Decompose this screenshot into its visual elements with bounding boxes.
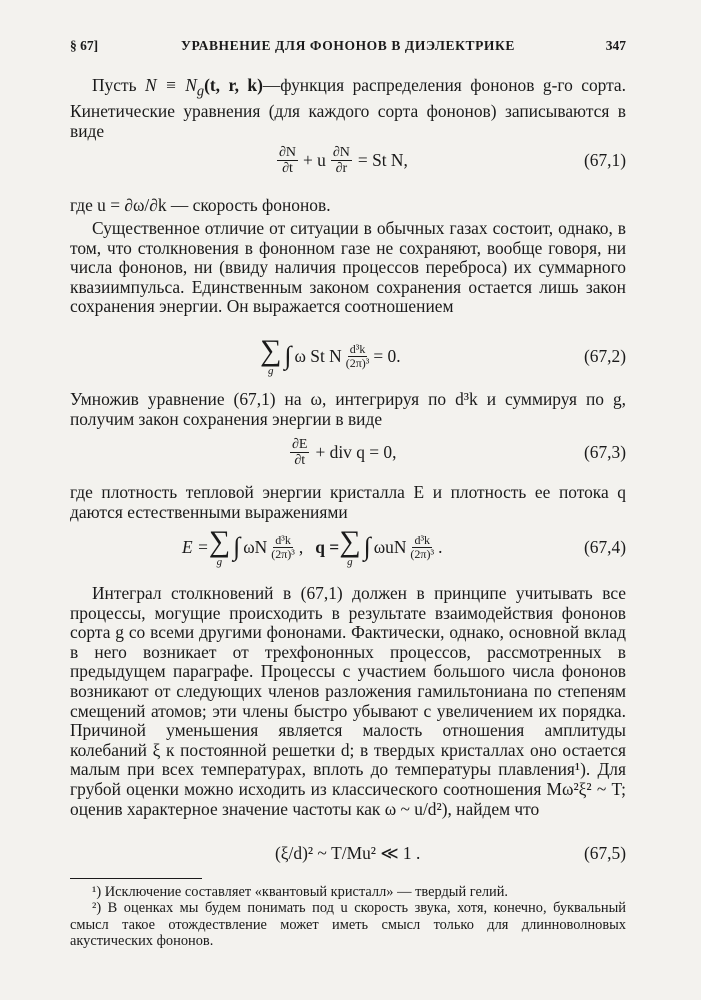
paragraph-2: где u = ∂ω/∂k — скорость фононов. <box>70 195 331 215</box>
eq1-frac-1: $\frac{\partial N}{\partial t}$ <box>279 144 297 176</box>
eq4-sum-1: ∑ g <box>208 524 231 568</box>
equation-number-67-2: (67,2) <box>583 346 626 366</box>
eq4-sum-2: ∑ g <box>339 524 361 568</box>
eq4-lhs-1: E = <box>182 536 209 557</box>
eq4-integral-2: ∫ <box>363 532 371 561</box>
p1-lead: Пусть <box>92 75 145 95</box>
section-number: § 67] <box>70 38 99 53</box>
p1-expr-sub: g <box>196 83 205 100</box>
p1-expr: N ≡ N <box>144 75 197 95</box>
eq4-integrand-2: ωuN <box>373 536 407 557</box>
eq5-body: (ξ/d)² ~ T/Mu² ≪ 1 . <box>275 842 421 863</box>
equation-67-5 <box>70 840 626 866</box>
footnotes <box>70 884 626 950</box>
eq1-plus-u: + u <box>303 149 326 170</box>
eq4-lhs-2: q = <box>315 536 340 557</box>
eq4-end: . <box>438 536 443 557</box>
eq3-rhs: + div q = 0, <box>315 441 397 462</box>
running-title: УРАВНЕНИЕ ДЛЯ ФОНОНОВ В ДИЭЛЕКТРИКЕ <box>180 38 516 53</box>
p1-expr-args: (t, r, k) <box>204 75 263 95</box>
equation-number-67-5: (67,5) <box>583 843 626 863</box>
eq4-integrand-1: ωN <box>243 536 268 557</box>
eq4-frac-2: $\frac{\text{d³k}}{\text{(2π)³}}$ <box>410 532 435 561</box>
equation-67-3 <box>70 432 626 472</box>
eq1-rhs: = St N, <box>357 149 408 170</box>
equation-number-67-1: (67,1) <box>583 150 626 170</box>
eq2-integral: ∫ <box>284 341 292 370</box>
paragraph-4: Умножив уравнение (67,1) на ω, интегрируя по d³k и суммируя по g, получим закон сохранения энергии в виде <box>70 389 626 429</box>
footnote-rule <box>70 878 202 879</box>
paragraph-1 <box>70 76 626 141</box>
paragraph-3: Существенное отличие от ситуации в обычных газах состоит, однако, в том, что столкновения в фононном газе не сохраняют, вообще говоря, ни числа фононов, ни (ввиду наличия процессов переброса) их суммарного квазиимпульса. Единственным законом сохранения остается лишь закон сохранения энергии. Он выражается соотношением <box>70 218 626 317</box>
page-number: 347 <box>605 38 626 53</box>
eq2-sum: ∑ g <box>260 333 282 377</box>
eq2-integrand: ω St N <box>294 345 342 366</box>
eq4-sep: , <box>298 536 304 557</box>
eq2-frac: $\frac{\text{d³k}}{\text{(2π)³}}$ <box>345 341 370 370</box>
equation-67-1 <box>70 140 626 180</box>
eq4-integral-1: ∫ <box>233 532 241 561</box>
eq3-frac: $\frac{\partial E}{\partial t}$ <box>292 436 308 468</box>
eq1-frac-2: $\frac{\partial N}{\partial r}$ <box>332 144 350 176</box>
running-header <box>70 38 626 58</box>
footnote-2: ²) В оценках мы будем понимать под u скорость звука, хотя, конечно, буквальный смысл такое отождествление может иметь смысл только для длинноволновых акустических фононов. <box>70 900 626 950</box>
equation-number-67-3: (67,3) <box>583 442 626 462</box>
equation-67-2 <box>70 333 626 377</box>
p1-rest: —функция распределения фононов g-го сорта. Кинетические уравнения (для каждого сорта фононов) записываются в виде <box>70 75 626 141</box>
eq4-frac-1: $\frac{\text{d³k}}{\text{(2π)³}}$ <box>271 532 295 561</box>
paragraph-6: Интеграл столкновений в (67,1) должен в принципе учитывать все процессы, могущие происходить в результате взаимодействия фононов сорта g со всеми другими фононами. Фактически, однако, основной вклад в него возникает от трехфононных процессов, рассмотренных в предыдущем параграфе. Процессы с участием большого числа фононов возникают от следующих членов разложения гамильтониана по степеням смещений атомов; эти члены быстро убывают с увеличением их порядка. Причиной уменьшения является малость отношения амплитуды колебаний ξ к постоянной решетки d; в твердых кристаллах оно остается малым при всех температурах, вплоть до температуры плавления¹). Для грубой оценки можно исходить из классического соотношения Mω²ξ² ~ T; оценив характерное значение частоты как ω ~ u/d²), найдем что <box>70 583 626 819</box>
paragraph-5: где плотность тепловой энергии кристалла E и плотность ее потока q даются естественными выражениями <box>70 482 626 522</box>
eq2-rhs: = 0. <box>373 345 401 366</box>
equation-67-4 <box>70 524 626 568</box>
equation-number-67-4: (67,4) <box>583 537 626 557</box>
footnote-1: ¹) Исключение составляет «квантовый кристалл» — твердый гелий. <box>92 884 509 900</box>
